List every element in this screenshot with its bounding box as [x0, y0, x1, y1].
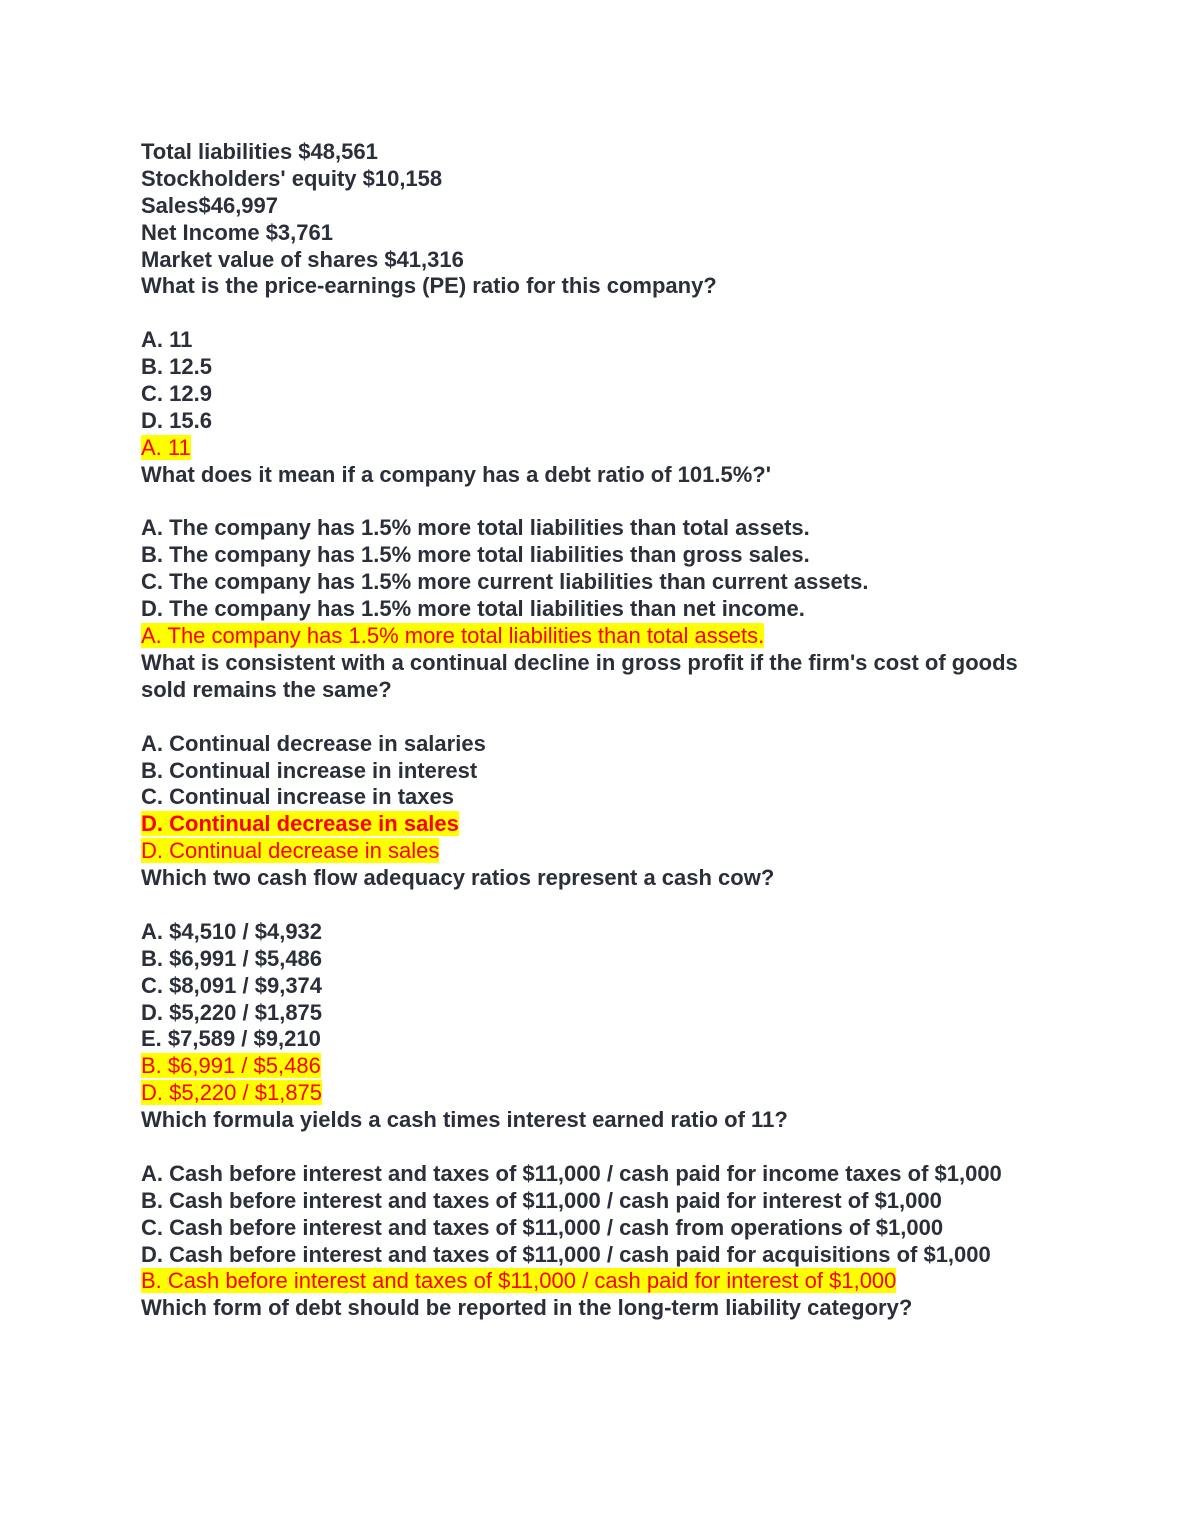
q1-option-c: C. 12.9: [141, 381, 212, 407]
spacer: [141, 704, 1061, 731]
document-page: [141, 139, 1061, 1322]
q3-option-b: B. Continual increase in interest: [141, 757, 478, 783]
q2-option-a: A. The company has 1.5% more total liabilities than total assets.: [141, 515, 810, 541]
question-3: What is consistent with a continual decline in gross profit if the firm's cost of goods sold remains the same?: [141, 649, 1018, 702]
q5-option-c: C. Cash before interest and taxes of $11,000 / cash from operations of $1,000: [141, 1214, 944, 1240]
q1-option-a: A. 11: [141, 327, 193, 353]
fact-total-liabilities: Total liabilities $48,561: [141, 139, 378, 164]
q3-option-d-highlighted: [141, 811, 1061, 838]
q3-option-a: A. Continual decrease in salaries: [141, 730, 486, 756]
fact-market-value: Market value of shares $41,316: [141, 246, 464, 272]
question-5: Which formula yields a cash times interest earned ratio of 11?: [141, 1107, 788, 1133]
question-4: Which two cash flow adequacy ratios represent a cash cow?: [141, 865, 775, 891]
q3-option-c: C. Continual increase in taxes: [141, 784, 454, 810]
fact-sales: Sales$46,997: [141, 192, 279, 218]
q2-option-d: D. The company has 1.5% more total liabilities than net income.: [141, 596, 805, 622]
q5-answer: [141, 1268, 1061, 1295]
question-6: Which form of debt should be reported in the long-term liability category?: [141, 1295, 913, 1321]
fact-stockholders-equity: Stockholders' equity $10,158: [141, 165, 443, 191]
q5-option-a: A. Cash before interest and taxes of $11,000 / cash paid for income taxes of $1,000: [141, 1160, 1002, 1186]
q1-option-b: B. 12.5: [141, 354, 212, 380]
q4-answer-2: [141, 1080, 1061, 1107]
q5-option-d: D. Cash before interest and taxes of $11,000 / cash paid for acquisitions of $1,000: [141, 1241, 991, 1267]
q4-option-c: C. $8,091 / $9,374: [141, 972, 323, 998]
q4-option-a: A. $4,510 / $4,932: [141, 918, 323, 944]
q3-answer: [141, 838, 1061, 865]
q2-answer: [141, 623, 1061, 650]
q3-option-d-text: D. Continual decrease in sales: [141, 811, 459, 837]
spacer: [141, 489, 1061, 516]
q4-answer-2-text: D. $5,220 / $1,875: [141, 1080, 323, 1106]
spacer: [141, 892, 1061, 919]
q2-option-c: C. The company has 1.5% more current liabilities than current assets.: [141, 569, 869, 595]
q5-answer-text: B. Cash before interest and taxes of $11,000 / cash paid for interest of $1,000: [141, 1268, 897, 1294]
q2-answer-text: A. The company has 1.5% more total liabilities than total assets.: [141, 623, 765, 649]
q1-answer-text: A. 11: [141, 434, 191, 460]
fact-net-income: Net Income $3,761: [141, 219, 333, 245]
q2-option-b: B. The company has 1.5% more total liabilities than gross sales.: [141, 542, 810, 568]
question-1: What is the price-earnings (PE) ratio for this company?: [141, 273, 717, 299]
spacer: [141, 1134, 1061, 1161]
q1-answer: [141, 435, 1061, 462]
q1-option-d: D. 15.6: [141, 407, 212, 433]
question-2: What does it mean if a company has a debt ratio of 101.5%?': [141, 461, 771, 487]
q4-option-d: D. $5,220 / $1,875: [141, 999, 323, 1025]
q4-option-b: B. $6,991 / $5,486: [141, 945, 323, 971]
q4-answer-1: [141, 1053, 1061, 1080]
q4-answer-1-text: B. $6,991 / $5,486: [141, 1053, 321, 1079]
q3-answer-text: D. Continual decrease in sales: [141, 838, 440, 864]
q4-option-e: E. $7,589 / $9,210: [141, 1026, 321, 1052]
spacer: [141, 300, 1061, 327]
q5-option-b: B. Cash before interest and taxes of $11,000 / cash paid for interest of $1,000: [141, 1187, 942, 1213]
